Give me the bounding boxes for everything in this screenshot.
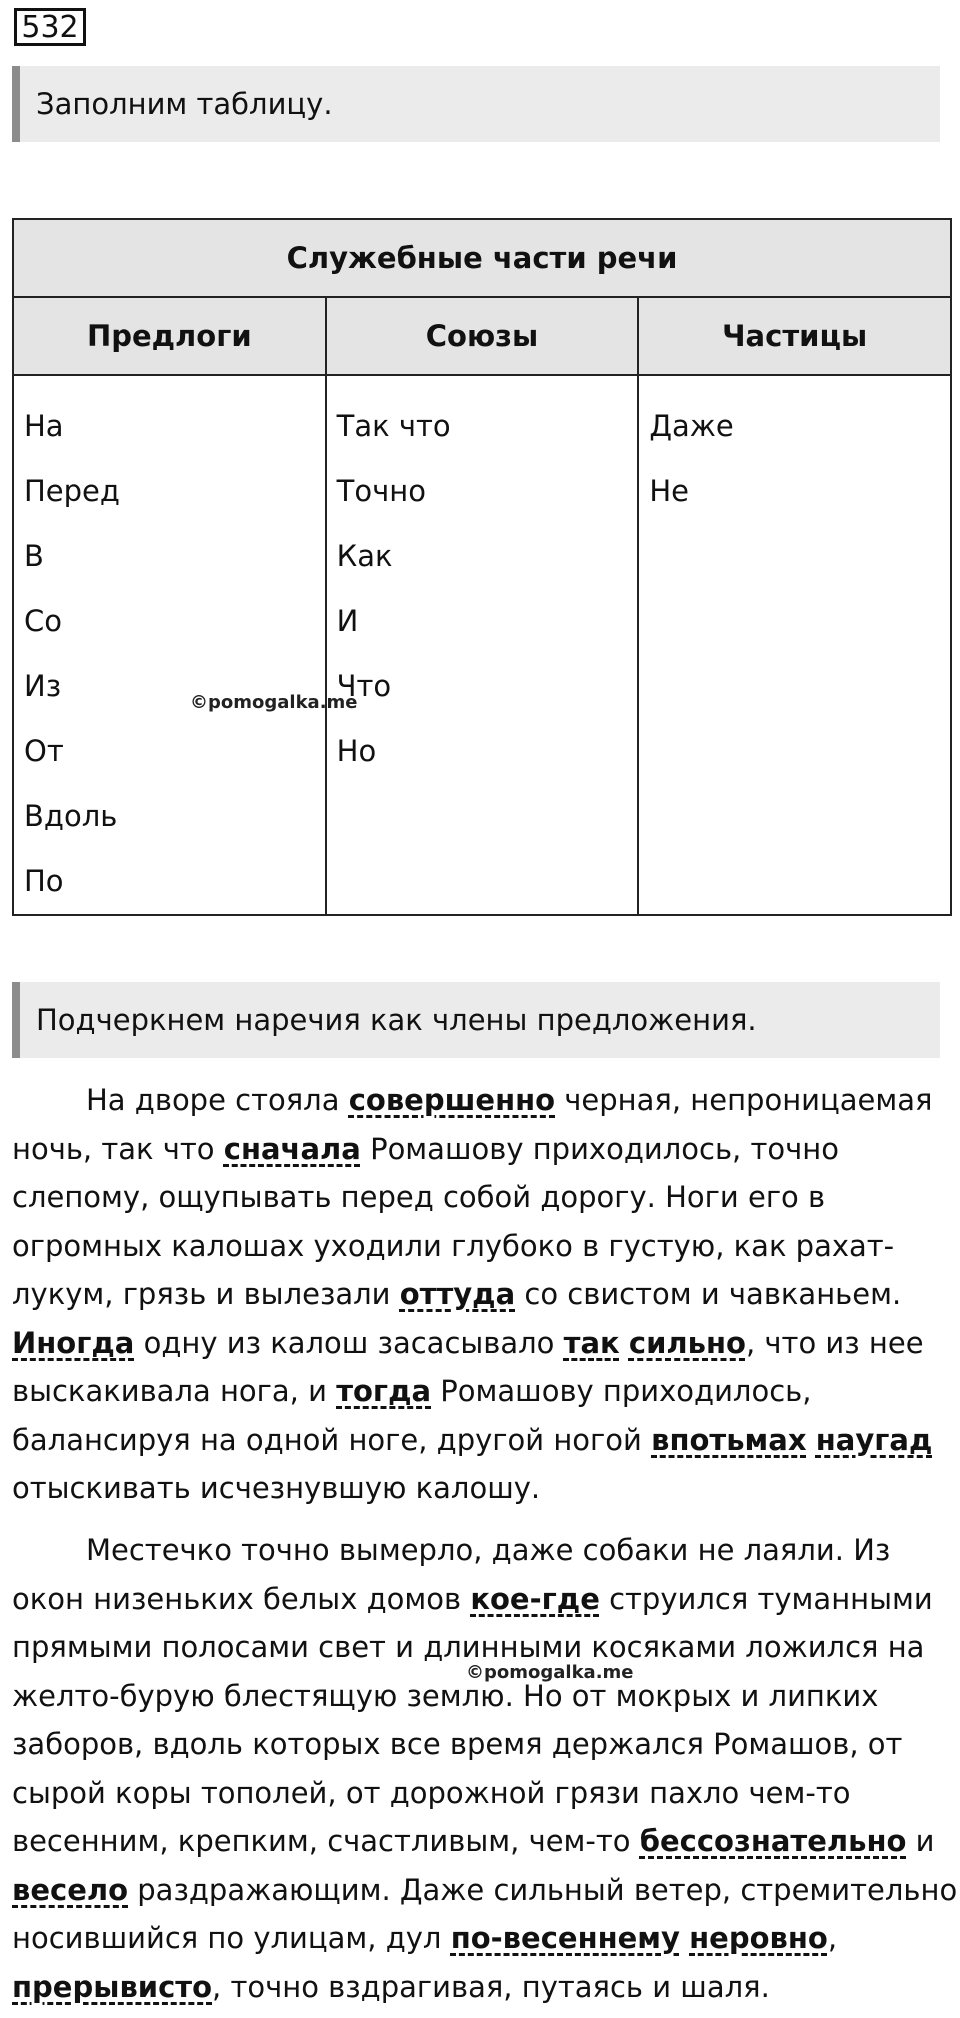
text-line: [12, 1125, 948, 1174]
table-cell-item: Как: [336, 539, 393, 573]
text-segment: со свистом и чавканьем.: [515, 1277, 902, 1311]
table-cell-item: Даже: [649, 409, 734, 443]
text-segment: выскакивала нога, и: [12, 1374, 337, 1408]
table-cell-item: Со: [24, 604, 62, 638]
underlined-adverb: бессознательно: [639, 1824, 907, 1858]
table-cell-item: Но: [336, 734, 377, 768]
text-segment: окон низеньких белых домов: [12, 1581, 471, 1616]
text-segment: [807, 1423, 816, 1457]
table-cell-item: Вдоль: [24, 799, 118, 833]
table-cell-item: Не: [649, 474, 689, 508]
underlined-adverb: наугад: [815, 1422, 933, 1457]
text-segment: Местечко точно вымерло, даже собаки не лаяли. Из: [86, 1533, 891, 1567]
text-segment: [680, 1921, 689, 1955]
task-number: 532: [14, 8, 86, 46]
underlined-adverb: впотьмах: [651, 1422, 807, 1457]
text-segment: отыскивать исчезнувшую калошу.: [12, 1471, 541, 1505]
particles-list: [639, 376, 950, 524]
text-segment: заборов, вдоль которых все время держался Ромашов, от: [12, 1727, 903, 1761]
text-line: [12, 1769, 948, 1818]
text-line: [12, 1963, 948, 2012]
column-header-conjunctions: Союзы: [326, 297, 639, 375]
text-paragraph-1: [12, 1076, 948, 1513]
table-cell-item: На: [24, 409, 64, 443]
column-header-prepositions: Предлоги: [13, 297, 326, 375]
text-segment: носившийся по улицам, дул: [12, 1921, 451, 1955]
underlined-adverb: неровно: [689, 1921, 828, 1955]
text-segment: и: [906, 1824, 935, 1858]
column-header-particles: Частицы: [638, 297, 951, 375]
underlined-adverb: кое-где: [470, 1581, 600, 1616]
underlined-adverb: так: [563, 1325, 620, 1360]
text-segment: На дворе стояла: [86, 1083, 349, 1117]
text-segment: огромных калошах уходили глубоко в густую, как рахат-: [12, 1228, 895, 1263]
text-line: [12, 1319, 948, 1368]
watermark: ©pomogalka.me: [190, 692, 358, 713]
table-cell-item: Точно: [336, 474, 426, 508]
underlined-adverb: весело: [12, 1872, 129, 1907]
column-cell-conjunctions: [326, 375, 639, 915]
text-line: [12, 1367, 948, 1416]
table-cell-item: По: [24, 864, 64, 898]
text-segment: [620, 1326, 629, 1360]
text-line: [12, 1866, 958, 1915]
text-segment: весенним, крепким, счастливым, чем-то: [12, 1824, 640, 1858]
text-line: [12, 1416, 948, 1465]
text-line: [12, 1464, 948, 1513]
section-banner-table: Заполним таблицу.: [12, 66, 940, 142]
column-cell-particles: [638, 375, 951, 915]
text-segment: , что из нее: [745, 1325, 924, 1360]
text-segment: черная, непроницаемая: [555, 1083, 933, 1117]
text-line: [12, 1270, 948, 1319]
table-cell-item: От: [24, 734, 64, 768]
text-segment: одну из калош засасывало: [134, 1325, 564, 1360]
text-line: [12, 1222, 948, 1271]
text-segment: , точно вздрагивая, путаясь и шаля.: [212, 1969, 770, 2004]
text-segment: Ромашову приходилось, точно: [360, 1131, 839, 1166]
table-cell-item: Что: [336, 669, 392, 703]
table-cell-item: Из: [24, 669, 62, 703]
table-cell-item: Так что: [336, 409, 451, 443]
parts-of-speech-table: [12, 218, 952, 916]
underlined-adverb: оттуда: [399, 1277, 516, 1311]
table-cell-item: Перед: [24, 474, 120, 508]
column-cell-prepositions: [13, 375, 326, 915]
text-segment: ,: [827, 1921, 838, 1955]
underlined-adverb: прерывисто: [12, 1969, 213, 2004]
text-line: [12, 1076, 948, 1125]
underlined-adverb: по-весеннему: [450, 1921, 680, 1955]
watermark: ©pomogalka.me: [466, 1662, 634, 1683]
text-segment: раздражающим. Даже сильный ветер, стремительно: [128, 1872, 958, 1907]
text-line: [12, 1720, 948, 1769]
underlined-adverb: сильно: [628, 1325, 746, 1360]
text-segment: ночь, так что: [12, 1131, 224, 1166]
text-line: [12, 1526, 948, 1575]
table-cell-item: В: [24, 539, 44, 573]
prepositions-list: [14, 376, 325, 914]
text-segment: Ромашову приходилось,: [431, 1374, 812, 1408]
underlined-adverb: сначала: [223, 1131, 361, 1166]
text-line: [12, 1173, 948, 1222]
text-segment: прямыми полосами свет и длинными косяками ложился на: [12, 1630, 925, 1664]
text-line: [12, 1914, 948, 1963]
underlined-adverb: Иногда: [12, 1325, 135, 1360]
section-banner-adverbs: Подчеркнем наречия как члены предложения.: [12, 982, 940, 1058]
text-segment: струился туманными: [599, 1581, 933, 1616]
text-paragraph-2: [12, 1526, 958, 2011]
text-segment: сырой коры тополей, от дорожной грязи пахло чем-то: [12, 1775, 851, 1810]
conjunctions-list: [327, 376, 638, 784]
text-segment: слепому, ощупывать перед собой дорогу. Ноги его в: [12, 1180, 826, 1214]
text-line: [12, 1575, 948, 1624]
text-line: [12, 1817, 948, 1866]
underlined-adverb: тогда: [336, 1374, 432, 1408]
text-segment: лукум, грязь и вылезали: [12, 1277, 400, 1311]
text-segment: желто-бурую блестящую землю. Но от мокрых и липких: [12, 1678, 879, 1713]
table-title: Служебные части речи: [13, 219, 951, 297]
text-segment: балансируя на одной ноге, другой ногой: [12, 1422, 652, 1457]
table-cell-item: И: [336, 604, 359, 638]
underlined-adverb: совершенно: [348, 1083, 556, 1117]
